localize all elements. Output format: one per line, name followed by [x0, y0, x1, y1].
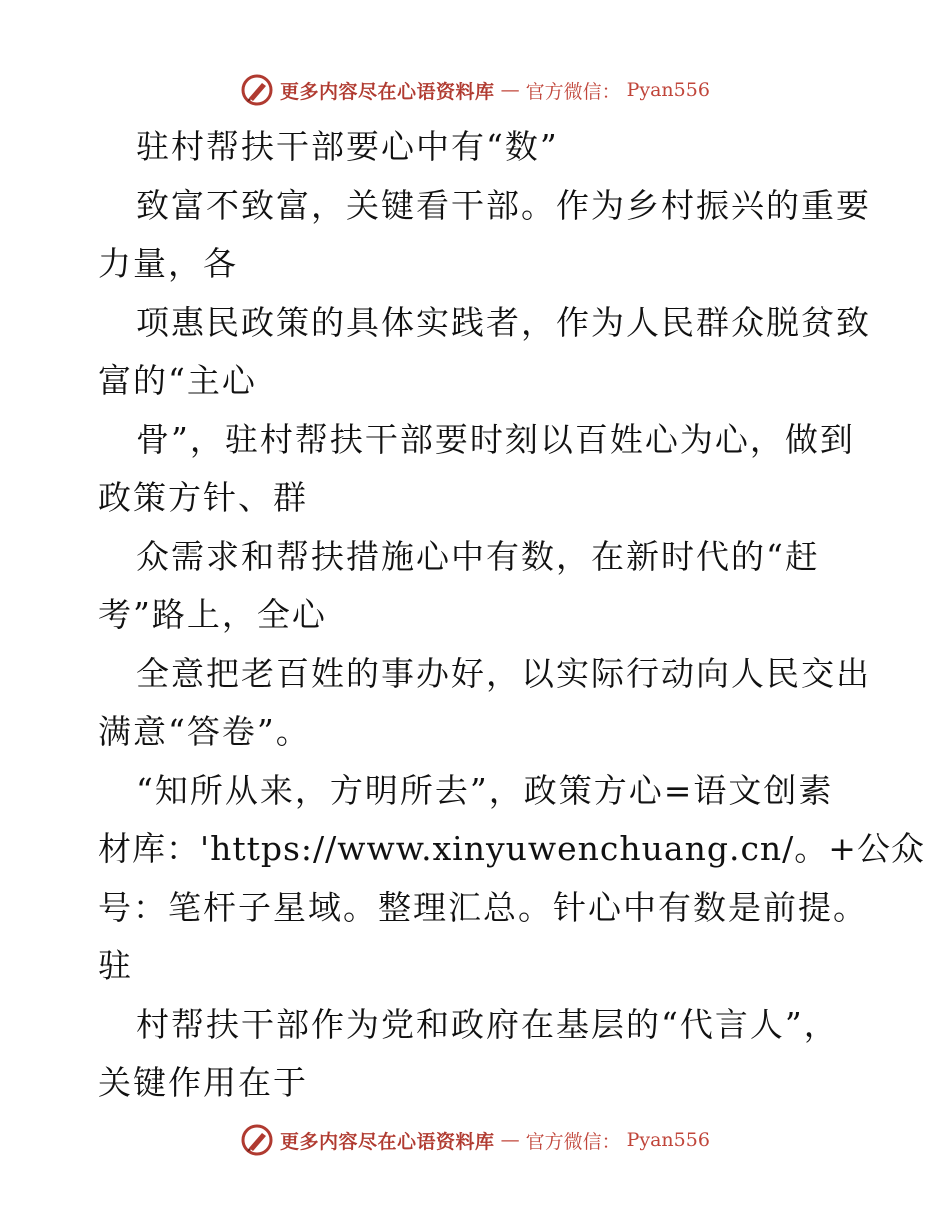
text-line: 材库：'https://www.xinyuwenchuang.cn/。+公众 — [98, 829, 925, 868]
document-body — [98, 118, 925, 1113]
text-line: 考”路上，全心 — [98, 595, 327, 634]
text-line: 驻村帮扶干部要心中有“数” — [136, 127, 559, 166]
text-line: 全意把老百姓的事办好，以实际行动向人民交出 — [136, 653, 871, 693]
pen-logo-icon — [240, 73, 274, 107]
watermark-brand: 更多内容尽在心语资料库 — [280, 1130, 495, 1153]
footer-watermark — [0, 1120, 950, 1160]
text-line: 众需求和帮扶措施心中有数，在新时代的“赶 — [136, 536, 820, 576]
text-line: 力量，各 — [98, 244, 238, 283]
text-line: 号：笔杆子星域。整理汇总。针心中有数是前提。 — [98, 887, 868, 927]
text-line: “知所从来，方明所去”，政策方心=语文创素 — [136, 770, 834, 810]
header-watermark — [0, 70, 950, 110]
watermark-contact-label: 官方微信： — [525, 80, 621, 103]
text-line: 政策方针、群 — [98, 478, 308, 517]
text-line: 关键作用在于 — [98, 1063, 308, 1102]
text-line: 村帮扶干部作为党和政府在基层的“代言人”， — [136, 1004, 839, 1044]
text-line: 项惠民政策的具体实践者，作为人民群众脱贫致 — [136, 302, 871, 342]
watermark-contact-handle: Pyan556 — [626, 79, 710, 101]
text-line: 满意“答卷”。 — [98, 712, 311, 751]
text-line: 致富不致富，关键看干部。作为乡村振兴的重要 — [136, 185, 871, 225]
text-line: 富的“主心 — [98, 361, 257, 400]
watermark-brand: 更多内容尽在心语资料库 — [280, 80, 495, 103]
text-line: 驻 — [98, 946, 133, 985]
watermark-contact-label: 官方微信： — [525, 1130, 621, 1153]
watermark-contact-handle: Pyan556 — [626, 1129, 710, 1151]
pen-logo-icon — [240, 1123, 274, 1157]
text-line: 骨”，驻村帮扶干部要时刻以百姓心为心，做到 — [136, 419, 855, 459]
watermark-separator: — — [500, 79, 520, 101]
watermark-separator: — — [500, 1129, 520, 1151]
